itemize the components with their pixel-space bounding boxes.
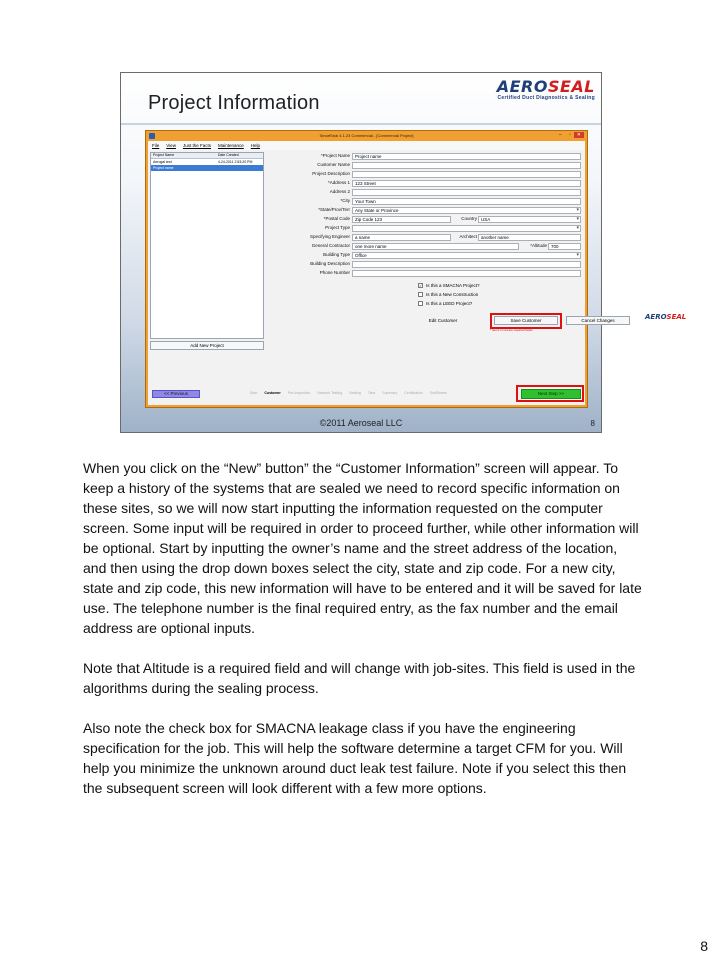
field-row-project-name (268, 152, 581, 160)
field-row-customer-name (268, 161, 581, 169)
menu-view[interactable]: View (166, 143, 176, 148)
notes-paragraph: Note that Altitude is a required field and will change with job-sites. This field is used in the algorithms during the sealing process. (83, 660, 636, 696)
checkbox-label: Is this a LEED Project? (426, 301, 473, 306)
slide-number: 8 (590, 419, 595, 428)
field-label: Building Type (323, 252, 350, 257)
checkbox-label: Is this a SMACNA Project? (426, 283, 480, 288)
field-row-postal-code (268, 215, 581, 223)
general-contractor-input[interactable]: one more name (352, 243, 519, 250)
project-description-input[interactable] (352, 171, 581, 178)
step-certification[interactable]: Certification (404, 391, 423, 395)
field-label: Building Description (310, 261, 350, 266)
save-customer-button[interactable]: Save Customer (494, 316, 558, 325)
field-row-project-description (268, 170, 581, 178)
country-dropdown[interactable]: USA ▾ (478, 216, 581, 223)
field-row-city (268, 197, 581, 205)
step-sealing[interactable]: Sealing (349, 391, 361, 395)
field-row-building-description (268, 260, 581, 268)
edit-customer-button[interactable]: Edit Customer (428, 318, 458, 323)
copyright: ©2011 Aeroseal LLC (319, 418, 403, 428)
slide-title: Project Information (148, 92, 320, 114)
field-label: Project Type (325, 225, 350, 230)
window-client (148, 141, 687, 405)
checkbox-label: Is this a New Construction (426, 292, 479, 297)
specifying-engineer-input[interactable]: a name (352, 234, 451, 241)
list-item-name: Project name (153, 166, 174, 170)
required-note: * Items in red are required fields (490, 328, 533, 332)
min-max-buttons[interactable]: – ▫ (558, 132, 574, 138)
checkmark-icon: ✓ (419, 283, 423, 288)
new-construction-checkbox[interactable] (418, 290, 480, 299)
slide (120, 72, 687, 433)
field-row-building-type (268, 251, 581, 259)
window-controls[interactable] (559, 132, 584, 138)
logo-word-aero: AERO (496, 77, 548, 96)
project-list[interactable] (150, 152, 264, 339)
list-item-date: 4-24-2011 2:53:20 PM (217, 160, 253, 164)
column-date-created[interactable]: Date Created (217, 153, 239, 157)
next-highlight-box (516, 385, 584, 402)
field-label: *Project Name (320, 153, 350, 158)
architect-input[interactable]: another name (478, 234, 581, 241)
notes-paragraph: Also note the check box for SMACNA leakage class if you have the engineering specification for the job. This will help the software determine a target CFM for you. Will help you minimize the unknown around duct leak test failure. Note if you select this then the subsequent screen will look different with a few more options. (83, 720, 627, 796)
leed-checkbox[interactable] (418, 299, 480, 308)
step-pre-inspection[interactable]: Pre-Inspection (287, 391, 311, 395)
architect-label: Architect (459, 234, 477, 239)
page-number: 8 (700, 938, 708, 954)
building-type-dropdown[interactable]: Office ▾ (352, 252, 581, 259)
field-row-phone-number (268, 269, 581, 277)
app-window (145, 130, 687, 408)
address-2-input[interactable] (352, 189, 581, 196)
project-name-input[interactable]: Project name (352, 153, 581, 160)
country-label: Country (461, 216, 477, 221)
state-dropdown[interactable]: Any State or Province ▾ (352, 207, 581, 214)
window-title: SmartSeal 4.1.23 Commercial - [Commercial Project] (319, 133, 414, 138)
field-label: Project Description (312, 171, 350, 176)
field-label: *State/Prov/Terr (318, 207, 350, 212)
field-label: Customer Name (317, 162, 350, 167)
logo-word-seal: SEAL (547, 77, 595, 96)
project-checkboxes (418, 281, 480, 308)
city-input[interactable]: Your Town (352, 198, 581, 205)
list-item-name: Aerogal test (153, 160, 172, 164)
field-label: General Contractor (311, 243, 350, 248)
step-subsheets[interactable]: SubSheets (429, 391, 447, 395)
list-item-selected[interactable] (151, 165, 263, 171)
step-summary[interactable]: Summary (382, 391, 398, 395)
field-label: *City (340, 198, 350, 203)
building-description-input[interactable] (352, 261, 581, 268)
altitude-input[interactable]: 700 (548, 243, 581, 250)
field-label: *Postal Code (323, 216, 350, 221)
title-divider (121, 123, 601, 125)
field-row-specifying-engineer (268, 233, 581, 241)
field-row-general-contractor (268, 242, 581, 250)
close-icon[interactable]: ✕ (574, 132, 584, 138)
phone-number-input[interactable] (352, 270, 581, 277)
column-project-name[interactable]: Project Name (153, 153, 175, 157)
cancel-changes-button[interactable]: Cancel Changes (566, 316, 630, 325)
step-nav-bar (148, 388, 585, 401)
logo-tagline: Certified Duct Diagnostics & Sealing (497, 95, 595, 101)
mini-logo-seal: SEAL (666, 313, 687, 321)
smacna-checkbox[interactable] (418, 281, 480, 290)
step-network-testing[interactable]: Network Testing (317, 391, 343, 395)
field-label: *Address 1 (327, 180, 350, 185)
save-highlight-box (490, 313, 562, 329)
menu-bar (148, 141, 585, 150)
address-1-input[interactable]: 123 Street (352, 180, 581, 187)
step-start[interactable]: Start (250, 391, 258, 395)
postal-code-input[interactable]: Zip Code 123 (352, 216, 451, 223)
step-customer[interactable]: Customer (264, 391, 281, 395)
menu-just-the-facts[interactable]: Just the Facts (182, 143, 211, 148)
field-label: Specifying Engineer (309, 234, 350, 239)
menu-help[interactable]: Help (250, 143, 261, 148)
notes-paragraph: When you click on the “New” button” the “Customer Information” screen will appear. To keep a history of the systems that are sealed we need to record specific information on these sites, so we will now start inputting the information requested on the computer screen. Some input will be required in order to proceed further, while other information will be optional. Start by inputting the owner’s name and the street address of the location, and then using the drop down boxes select the city, state and zip code. For a new city, state and zip code, this new information will have to be entered and it will be saved for late use. The telephone number is the final required entry, as the fax number and the email address are optional inputs. (83, 460, 642, 636)
aeroseal-mini-logo (645, 313, 686, 321)
field-row-state (268, 206, 581, 214)
empty-checkbox-icon (418, 301, 423, 306)
menu-maintenance[interactable]: Maintenance (217, 143, 244, 148)
aeroseal-logo (469, 77, 597, 101)
altitude-label: *Altitude (530, 243, 547, 248)
mini-logo-aero: AERO (645, 313, 667, 321)
previous-button[interactable]: << Previous (152, 390, 200, 398)
customer-form (268, 152, 687, 352)
customer-name-input[interactable] (352, 162, 581, 169)
step-tabs (250, 391, 447, 395)
menu-file[interactable]: File (152, 143, 160, 148)
step-tabs-item[interactable]: Tabs (367, 391, 376, 395)
field-label: Phone Number (319, 270, 350, 275)
empty-checkbox-icon (418, 292, 423, 297)
field-row-address-2 (268, 188, 581, 196)
field-row-address-1 (268, 179, 581, 187)
speaker-notes (83, 458, 643, 818)
field-label: Address 2 (329, 189, 350, 194)
add-new-project-button[interactable]: Add New Project (150, 341, 264, 350)
next-step-button[interactable]: Next Step >> (521, 389, 581, 399)
project-type-dropdown[interactable] (352, 225, 581, 232)
field-row-project-type (268, 224, 581, 232)
